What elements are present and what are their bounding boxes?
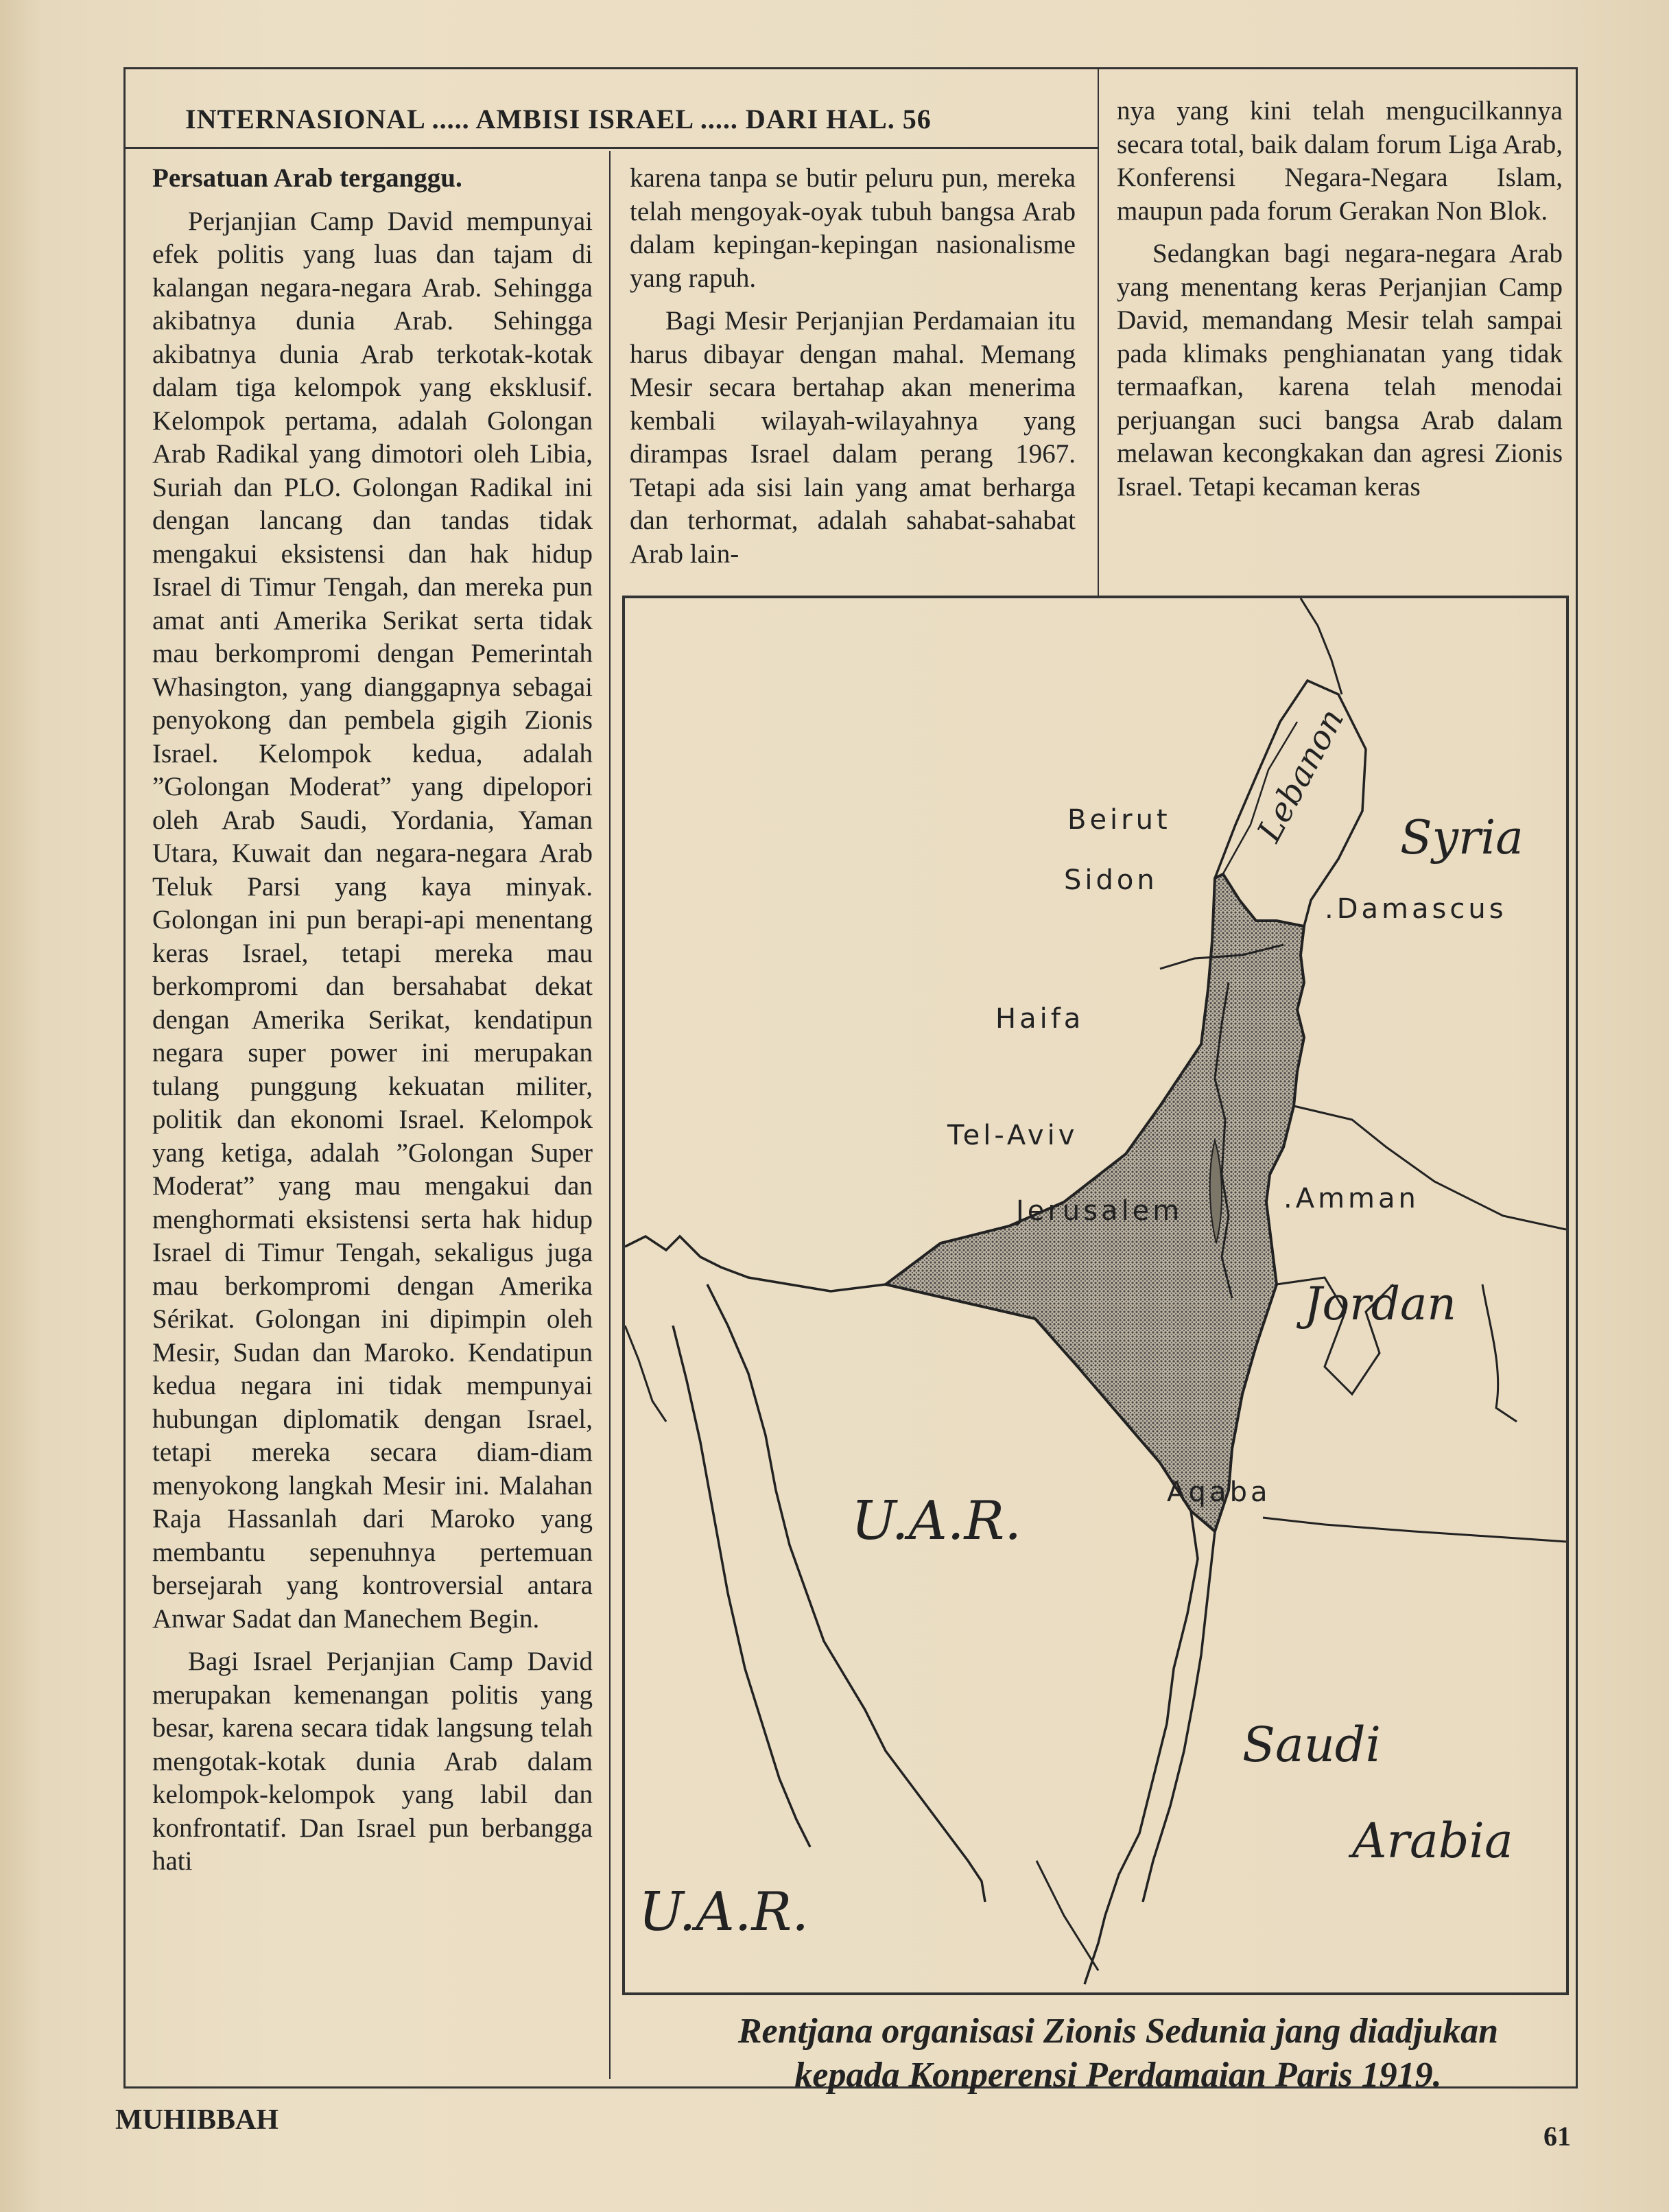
city-haifa: Haifa bbox=[995, 1003, 1085, 1035]
section-header: INTERNASIONAL ..... AMBISI ISRAEL ..... DARI HAL. 56 bbox=[185, 104, 932, 134]
column-divider-2 bbox=[1098, 67, 1099, 596]
east-border-right bbox=[1482, 1284, 1517, 1422]
label-lebanon: Lebanon bbox=[1250, 702, 1352, 849]
label-syria: Syria bbox=[1400, 811, 1524, 865]
city-aqaba: Aqaba bbox=[1167, 1476, 1271, 1508]
nile-delta bbox=[625, 1326, 666, 1422]
suez-gulf-east bbox=[707, 1284, 985, 1902]
city-sidon: Sidon bbox=[1064, 864, 1158, 896]
header-rule bbox=[123, 147, 1098, 149]
column-divider-1 bbox=[609, 151, 611, 2079]
paragraph: Bagi Israel Perjanjian Camp David merupakan kemenangan politis yang besar, karena secara tidak langsung telah mengotak-kotak dunia Arab dalam kelompok-kelompok yang labil dan konfrontatif. Dan Israel pun berbangga hati bbox=[152, 1647, 593, 1876]
article-column-2 bbox=[630, 162, 1076, 571]
paragraph: Bagi Mesir Perjanjian Perdamaian itu harus dibayar dengan mahal. Memang Mesir secara bertahap akan menerima kembali wilayah-wilayahnya yang dirampas Israel dalam perang 1967. Tetapi ada sisi lain yang amat berharga dan terhormat, adalah sahabat-sahabat Arab lain- bbox=[630, 306, 1076, 569]
suez-gulf-west bbox=[673, 1326, 810, 1847]
magazine-name: MUHIBBAH bbox=[115, 2104, 279, 2136]
right-frame-rule bbox=[1576, 67, 1578, 2088]
saudi-border bbox=[1263, 1518, 1566, 1542]
city-beirut: Beirut bbox=[1067, 804, 1171, 836]
article-column-1 bbox=[152, 162, 593, 1879]
label-saudi: Saudi bbox=[1242, 1717, 1381, 1773]
top-rule bbox=[123, 67, 1578, 69]
map-figure bbox=[622, 596, 1569, 1995]
mediterranean-coast bbox=[625, 1236, 886, 1291]
paragraph: nya yang kini telah mengucilkannya secara total, baik dalam forum Liga Arab, Konferensi Negara-Negara Islam, maupun pada forum Gerakan Non Blok. bbox=[1117, 96, 1563, 226]
egypt-south-coast bbox=[1037, 1861, 1098, 1970]
left-frame-rule bbox=[123, 67, 126, 2088]
map-caption-line-2: kepada Konperensi Perdamaian Paris 1919. bbox=[794, 2056, 1442, 2095]
city-tel-aviv: Tel-Aviv bbox=[947, 1120, 1078, 1151]
label-uar-center: U.A.R. bbox=[851, 1490, 1022, 1552]
section-heading: Persatuan Arab terganggu. bbox=[152, 163, 462, 193]
city-jerusalem: Jerusalem bbox=[1016, 1195, 1183, 1227]
label-uar-bottom: U.A.R. bbox=[639, 1881, 809, 1943]
page-number: 61 bbox=[1543, 2121, 1571, 2152]
paragraph: Perjanjian Camp David mempunyai efek politis yang luas dan tajam di kalangan negara-negara Arab. Sehingga akibatnya dunia Arab. Sehingga akibatnya dunia Arab terkotak-kotak dalam tiga kelompok yang eksklusif. Kelompok pertama, adalah Golongan Arab Radikal yang dimotori oleh Libia, Suriah dan PLO. Golongan Radikal ini dengan lancang dan tandas tidak mengakui eksistensi dan hak hidup Israel di Timur Tengah, dan mereka pun amat anti Amerika Serikat serta tidak mau berkompromi dengan Pemerintah Whasington, yang dianggapnya sebagai penyokong dan pembela gigih Zionis Israel. Kelompok kedua, adalah ”Golongan Moderat” yang dipelopori oleh Arab Saudi, Yordania, Yaman Utara, Kuwait dan negara-negara Arab Teluk Parsi yang kaya minyak. Golongan ini pun berapi-api menentang keras Israel, tetapi mereka mau berkompromi dan bersahabat dekat dengan Amerika Serikat, kendatipun negara super power ini merupakan tulang punggung kekuatan militer, politik dan ekonomi Israel. Kelompok yang ketiga, adalah ”Golongan Super Moderat” yang mau mengakui dan menghormati eksistensi serta hak hidup Israel di Timur Tengah, sekaligus juga mau berkompromi dengan Amerika Sérikat. Golongan ini dipimpin oleh Mesir, Sudan dan Maroko. Kendatipun kedua negara ini tidak mempunyai hubungan diplomatik dengan Israel, tetapi mereka secara diam-diam menyokong langkah Mesir ini. Malahan Raja Hassanlah dari Maroko yang membantu sepenuhnya pertemuan bersejarah yang kontroversial antara Anwar Sadat dan Manechem Begin. bbox=[152, 206, 593, 1634]
label-jordan: Jordan bbox=[1304, 1278, 1456, 1330]
aqaba-gulf-east bbox=[1143, 1531, 1215, 1902]
city-amman: .Amman bbox=[1283, 1183, 1419, 1214]
paragraph: Sedangkan bagi negara-negara Arab yang menentang keras Perjanjian Camp David, memandang Mesir telah sampai pada klimaks penghianatan yang tidak termaafkan, karena telah menodai perjuangan suci bangsa Arab dalam melawan kecongkakan dan agresi Zionis Israel. Tetapi kecaman keras bbox=[1117, 239, 1563, 502]
article-column-3 bbox=[1117, 95, 1563, 504]
city-damascus: .Damascus bbox=[1325, 893, 1507, 925]
label-arabia: Arabia bbox=[1352, 1813, 1513, 1869]
map-caption-line-1: Rentjana organisasi Zionis Sedunia jang diadjukan bbox=[737, 2012, 1499, 2051]
paragraph: karena tanpa se butir peluru pun, mereka telah mengoyak-oyak tubuh bangsa Arab dalam kepingan-kepingan nasionalisme yang rapuh. bbox=[630, 163, 1076, 293]
